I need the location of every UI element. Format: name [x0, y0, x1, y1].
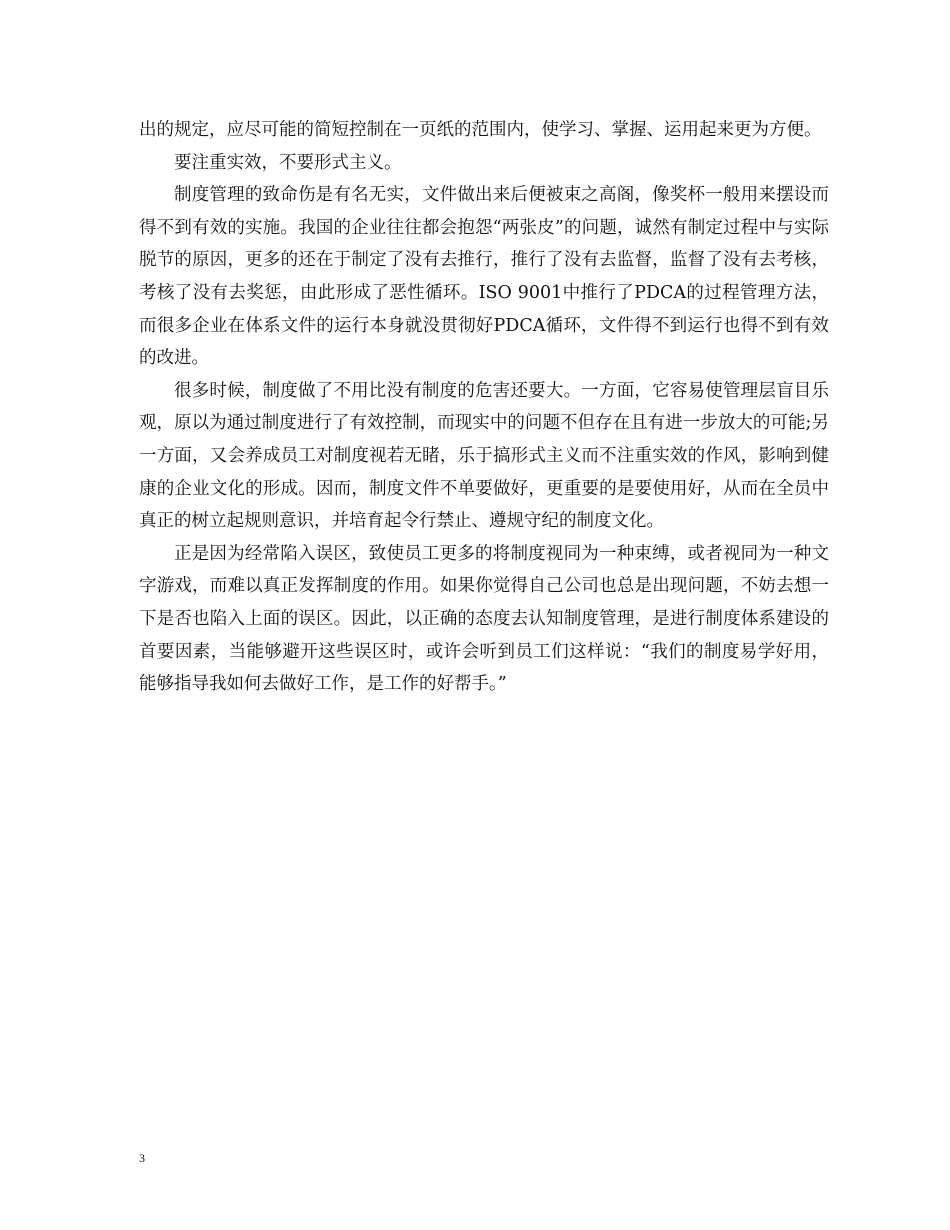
paragraph-3: 正是因为经常陷入误区，致使员工更多的将制度视同为一种束缚，或者视同为一种文字游戏，而难以真正发挥制度的作用。如果你觉得自己公司也总是出现问题，不妨去想一下是否也陷入上面的误区。因此，以正确的态度去认知制度管理，是进行制度体系建设的首要因素，当能够避开这些误区时，或许会听到员工们这样说：“我们的制度易学好用，能够指导我如何去做好工作，是工作的好帮手。”: [139, 543, 829, 695]
paragraph-heading: 要注重实效，不要形式主义。: [174, 152, 402, 173]
body-text: [139, 114, 829, 701]
paragraph-1: 制度管理的致命伤是有名无实，文件做出来后便被束之高阁，像奖杯一般用来摆设而得不到有效的实施。我国的企业往往都会抱怨“两张皮”的问题，诚然有制定过程中与实际脱节的原因，更多的还在于制定了没有去推行，推行了没有去监督，监督了没有去考核，考核了没有去奖惩，由此形成了恶性循环。ISO 9001中推行了PDCA的过程管理方法，而很多企业在体系文件的运行本身就没贯彻好PDCA循环，文件得不到运行也得不到有效的改进。: [139, 185, 829, 369]
paragraph-continued: 出的规定，应尽可能的简短控制在一页纸的范围内，使学习、掌握、运用起来更为方便。: [139, 120, 822, 140]
page-number: 3: [139, 1151, 145, 1165]
paragraph-2: 很多时候，制度做了不用比没有制度的危害还要大。一方面，它容易使管理层盲目乐观，原以为通过制度进行了有效控制，而现实中的问题不但存在且有进一步放大的可能;另一方面，又会养成员工对制度视若无睹，乐于搞形式主义而不注重实效的作风，影响到健康的企业文化的形成。因而，制度文件不单要做好，更重要的是要使用好，从而在全员中真正的树立起规则意识，并培育起令行禁止、遵规守纪的制度文化。: [139, 380, 829, 532]
